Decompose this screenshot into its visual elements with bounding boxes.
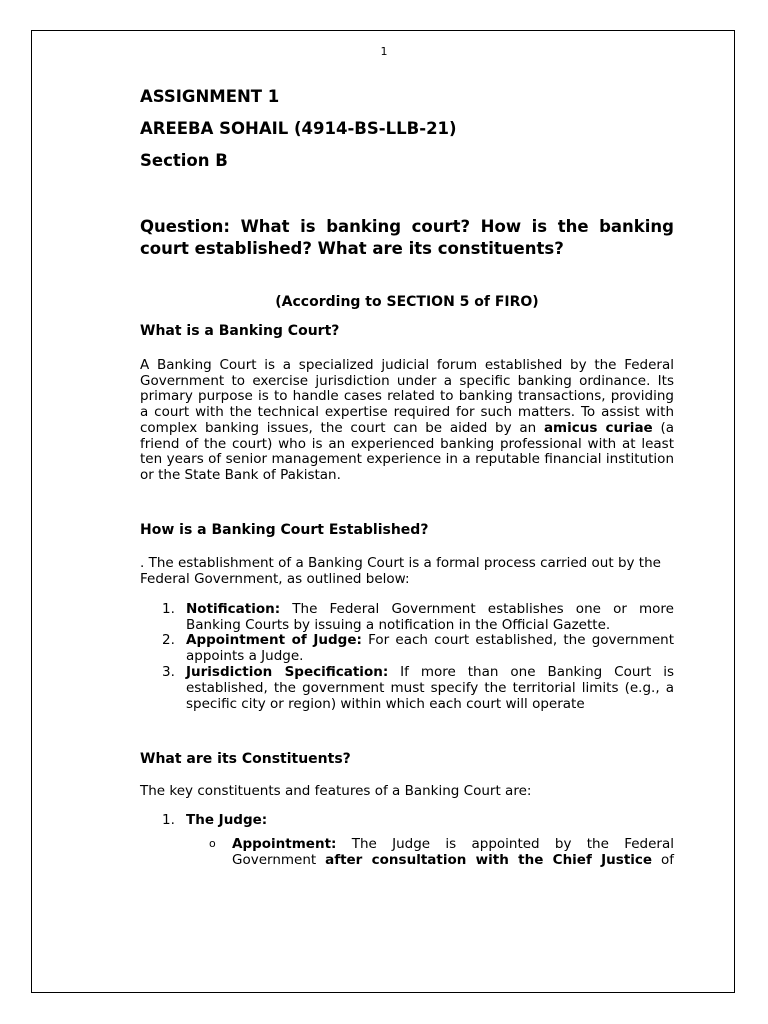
sub-label: Appointment: (232, 836, 337, 852)
list-text (186, 812, 674, 828)
sub-bullet: o (209, 837, 216, 850)
constituents-intro: The key constituents and features of a Banking Court are: (140, 783, 532, 799)
sub-bold: after consultation with the Chief Justice (325, 852, 653, 868)
list-body: For each court established, the government appoints a Judge. (186, 632, 674, 664)
heading-what-is: What is a Banking Court? (140, 323, 340, 339)
list-label: Appointment of Judge: (186, 632, 362, 648)
section-label: Section B (140, 151, 228, 170)
list-text (186, 632, 674, 664)
para-text-2: (a friend of the court) who is an experienced banking professional with at least ten years of senior management experience in a reputable financial institution or the State Bank of Pakistan. (140, 419, 674, 483)
established-intro: . The establishment of a Banking Court is a formal process carried out by the Federal Government, as outlined below: (140, 555, 661, 587)
list-label: Notification: (186, 601, 281, 617)
paragraph-what-is (140, 358, 674, 484)
page-number: 1 (380, 45, 388, 58)
list-text (186, 664, 674, 712)
list-label: Jurisdiction Specification: (186, 664, 389, 680)
list-body: The Federal Government establishes one or more Banking Courts by issuing a notification in the Official Gazette. (186, 601, 674, 633)
list-label: The Judge: (186, 812, 268, 828)
list-number: 3. (162, 664, 175, 680)
sub-item-text (232, 836, 674, 868)
heading-established: How is a Banking Court Established? (140, 522, 429, 538)
student-name: AREEBA SOHAIL (4914-BS-LLB-21) (140, 119, 457, 138)
assignment-title: ASSIGNMENT 1 (140, 87, 280, 106)
list-number: 2. (162, 632, 175, 648)
amicus-curiae-term: amicus curiae (543, 419, 653, 436)
sub-body: The Judge is appointed by the Federal Government (232, 836, 674, 868)
heading-constituents: What are its Constituents? (140, 751, 351, 767)
list-number: 1. (162, 812, 175, 828)
list-number: 1. (162, 601, 175, 617)
list-text (186, 601, 674, 633)
list-body: If more than one Banking Court is established, the government must specify the territorial limits (e.g., a specific city or region) within which each court will operate (186, 664, 674, 712)
para-text-1: A Banking Court is a specialized judicial forum established by the Federal Government to exercise jurisdiction under a specific banking ordinance. Its primary purpose is to handle cases related to banking transactions, providing a court with the technical expertise required for such matters. To assist with complex banking issues, the court can be aided by an (140, 357, 674, 436)
question-heading: Question: What is banking court? How is the banking court established? What are its constituents? (140, 217, 674, 258)
subtitle: (According to SECTION 5 of FIRO) (275, 294, 539, 310)
sub-end: of (652, 852, 674, 868)
